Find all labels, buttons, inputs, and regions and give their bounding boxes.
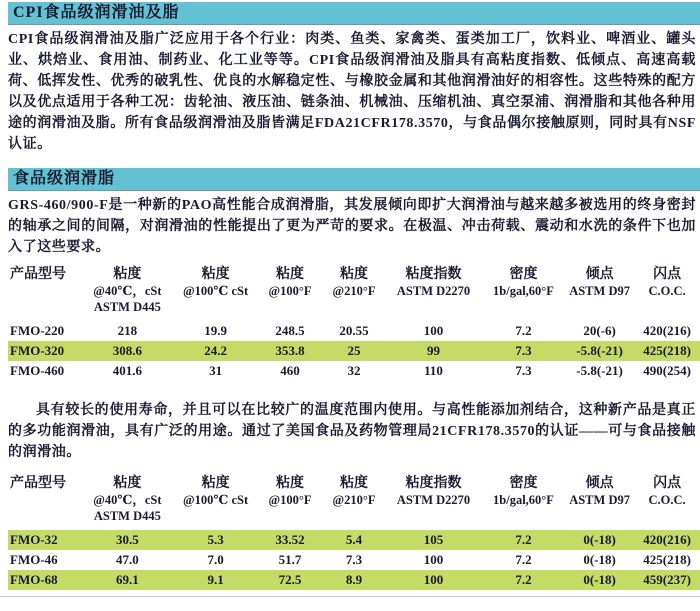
cell-visc40: 401.6 (112, 363, 142, 378)
spacer (0, 381, 700, 396)
cell-model: FMO-46 (10, 552, 58, 567)
col-header-sub: ASTM D2270 (396, 493, 471, 507)
col-header-label: 产品型号 (10, 476, 66, 491)
cell-visc40: 69.1 (115, 572, 139, 587)
cell-visc210f: 32 (347, 363, 361, 378)
col-header-label: 粘度 (201, 476, 230, 491)
cell-pour-point: 0(-18) (583, 552, 616, 567)
cell-visc40: 47.0 (115, 552, 139, 567)
col-header-visc100f (257, 264, 323, 321)
cell-visc100f: 248.5 (275, 323, 305, 338)
col-header-label: 粘度 (113, 267, 142, 282)
col-header-visc40 (81, 264, 174, 321)
cell-visc100c: 19.9 (204, 323, 227, 338)
section-title-food-grade-grease: 食品级润滑脂 (8, 168, 700, 191)
col-header-label: 产品型号 (10, 267, 66, 282)
cell-visc210f: 8.9 (345, 572, 363, 587)
col-header-label: 粘度 (275, 476, 304, 491)
cell-flash-point: 490(254) (643, 363, 691, 378)
col-header-pour-point (565, 473, 634, 530)
col-header-sub: ASTM D2270 (396, 284, 471, 298)
col-header-model (8, 264, 81, 321)
table-row-fmo-32 (8, 530, 700, 550)
cell-visc100c: 5.3 (207, 532, 224, 547)
cell-density: 7.2 (515, 532, 532, 547)
col-header-visc210f (323, 473, 385, 530)
cell-visc100f: 353.8 (275, 343, 305, 358)
col-header-label: 密度 (509, 267, 538, 282)
cell-visc100f: 33.52 (275, 532, 305, 547)
col-header-label: 粘度指数 (405, 267, 462, 282)
col-header-sub: C.O.C. (648, 284, 686, 298)
section-title-cpi-food-grade: CPI食品级润滑油及脂 (8, 2, 700, 25)
col-header-sub: ASTM D445 (93, 300, 161, 314)
cell-flash-point: 425(218) (643, 343, 691, 358)
table-row-fmo-46 (8, 550, 700, 570)
col-header-label: 粘度 (201, 267, 230, 282)
cell-model: FMO-320 (10, 343, 65, 358)
cell-visc210f: 7.3 (345, 552, 363, 567)
col-header-visc100f (257, 473, 323, 530)
cell-visc210f: 20.55 (339, 323, 369, 338)
cell-flash-point: 459(237) (643, 572, 691, 587)
cell-visc100c: 7.0 (207, 552, 224, 567)
cell-visc100c: 31 (209, 363, 223, 378)
cell-visc210f: 5.4 (345, 532, 363, 547)
col-header-sub: 1b/gal,60°F (493, 284, 554, 298)
col-header-label: 密度 (509, 476, 538, 491)
col-header-sub: @210°F (332, 284, 376, 298)
table1-header-row (8, 264, 700, 321)
col-header-label: 粘度 (113, 476, 142, 491)
col-header-label: 粘度 (275, 267, 304, 282)
note-paragraph: 具有较长的使用寿命，并且可以在比较广的温度范围内使用。与高性能添加剂结合，这种新产品是真正的多功能润滑油，具有广泛的用途。通过了美国食品及药物管理局21CFR178.3570的认证——可与食品接触的润滑油。 (8, 403, 696, 460)
col-header-visc210f (323, 264, 385, 321)
col-header-label: 闪点 (653, 267, 682, 282)
cell-density: 7.3 (515, 343, 532, 358)
bottom-divider (0, 596, 700, 597)
table-row-fmo-460 (8, 361, 700, 381)
col-header-visc40 (81, 473, 174, 530)
cell-pour-point: 0(-18) (583, 532, 616, 547)
col-header-sub: @100℃ cSt (183, 284, 249, 298)
cell-flash-point: 420(216) (643, 323, 691, 338)
cell-model: FMO-32 (10, 532, 58, 547)
col-header-sub: @210°F (332, 493, 376, 507)
datasheet-page (0, 2, 700, 611)
col-header-sub: ASTM D97 (569, 284, 630, 298)
cell-visc100f: 51.7 (278, 552, 302, 567)
cell-visc100f: 72.5 (278, 572, 302, 587)
cell-density: 7.2 (515, 572, 532, 587)
col-header-sub: @100°F (268, 493, 312, 507)
spacer (0, 155, 700, 166)
cell-model: FMO-460 (10, 363, 65, 378)
col-header-sub: ASTM D445 (93, 509, 161, 523)
col-header-visc100c (174, 473, 257, 530)
cell-visc100c: 24.2 (204, 343, 227, 358)
col-header-visc100c (174, 264, 257, 321)
cell-visc100f: 460 (280, 363, 300, 378)
cell-visc100c: 9.1 (207, 572, 224, 587)
col-header-sub: ASTM D97 (569, 493, 630, 507)
cell-visc-index: 99 (427, 343, 441, 358)
col-header-density (482, 264, 565, 321)
fmo-oil-spec-table-2 (8, 473, 700, 590)
grease-paragraph: GRS-460/900-F是一种新的PAO高性能合成润滑脂，其发展倾向即扩大润滑油与越来越多被选用的终身密封的轴承之间的间隔，对润滑油的性能提出了更为严苛的要求。在极温、冲击荷载、震动和水洗的条件下也加入了这些要求。 (8, 198, 696, 255)
cell-model: FMO-220 (10, 323, 65, 338)
cell-density: 7.3 (515, 363, 532, 378)
cell-pour-point: 0(-18) (583, 572, 616, 587)
col-header-sub: @40℃，cSt (93, 493, 162, 507)
cell-pour-point: -5.8(-21) (576, 363, 623, 378)
col-header-label: 倾点 (585, 476, 614, 491)
col-header-visc-index (385, 473, 482, 530)
col-header-sub: C.O.C. (648, 493, 686, 507)
col-header-sub: @100℃ cSt (183, 493, 249, 507)
col-header-sub: @40℃，cSt (93, 284, 162, 298)
intro-paragraph: CPI食品级润滑油及脂广泛应用于各个行业：肉类、鱼类、家禽类、蛋类加工厂，饮料业、啤酒业、罐头业、烘焙业、食用油、制药业、化工业等等。CPI食品级润滑油及脂具有高粘度指数、低倾点、高速高载荷、低挥发性、优秀的破乳性、优良的水解稳定性、与橡胶金属和其他润滑油好的相容性。这些特殊的配方以及优点适用于各种工况：齿轮油、液压油、链条油、机械油、压缩机油、真空泵浦、润滑脂和其他各种用途的润滑油及脂。所有食品级润滑油及脂皆满足FDA21CFR178.3570，与食品偶尔接触原则，同时具有NSF认证。 (8, 32, 696, 152)
cell-visc-index: 100 (423, 552, 444, 567)
table-row-fmo-320 (8, 341, 700, 361)
col-header-label: 倾点 (585, 267, 614, 282)
cell-pour-point: 20(-6) (583, 323, 616, 338)
col-header-sub: @100°F (268, 284, 312, 298)
cell-pour-point: -5.8(-21) (576, 343, 623, 358)
cell-visc-index: 100 (423, 323, 444, 338)
col-header-model (8, 473, 81, 530)
col-header-flash-point (634, 473, 700, 530)
col-header-label: 闪点 (653, 476, 682, 491)
cell-flash-point: 420(216) (643, 532, 691, 547)
cell-visc40: 308.6 (112, 343, 142, 358)
col-header-label: 粘度 (339, 476, 368, 491)
col-header-pour-point (565, 264, 634, 321)
col-header-flash-point (634, 264, 700, 321)
cell-visc210f: 25 (347, 343, 361, 358)
cell-visc-index: 110 (424, 363, 443, 378)
cell-density: 7.2 (515, 552, 532, 567)
cell-model: FMO-68 (10, 572, 58, 587)
cell-density: 7.2 (515, 323, 532, 338)
cell-visc-index: 105 (423, 532, 444, 547)
table-row-fmo-68 (8, 570, 700, 590)
cell-flash-point: 425(218) (643, 552, 691, 567)
cell-visc-index: 100 (423, 572, 444, 587)
col-header-label: 粘度指数 (405, 476, 462, 491)
table2-header-row (8, 473, 700, 530)
cell-visc40: 30.5 (115, 532, 139, 547)
col-header-density (482, 473, 565, 530)
col-header-visc-index (385, 264, 482, 321)
col-header-sub: 1b/gal,60°F (493, 493, 554, 507)
fmo-oil-spec-table-1 (8, 264, 700, 381)
col-header-label: 粘度 (339, 267, 368, 282)
cell-visc40: 218 (117, 323, 138, 338)
table-row-fmo-220 (8, 321, 700, 341)
